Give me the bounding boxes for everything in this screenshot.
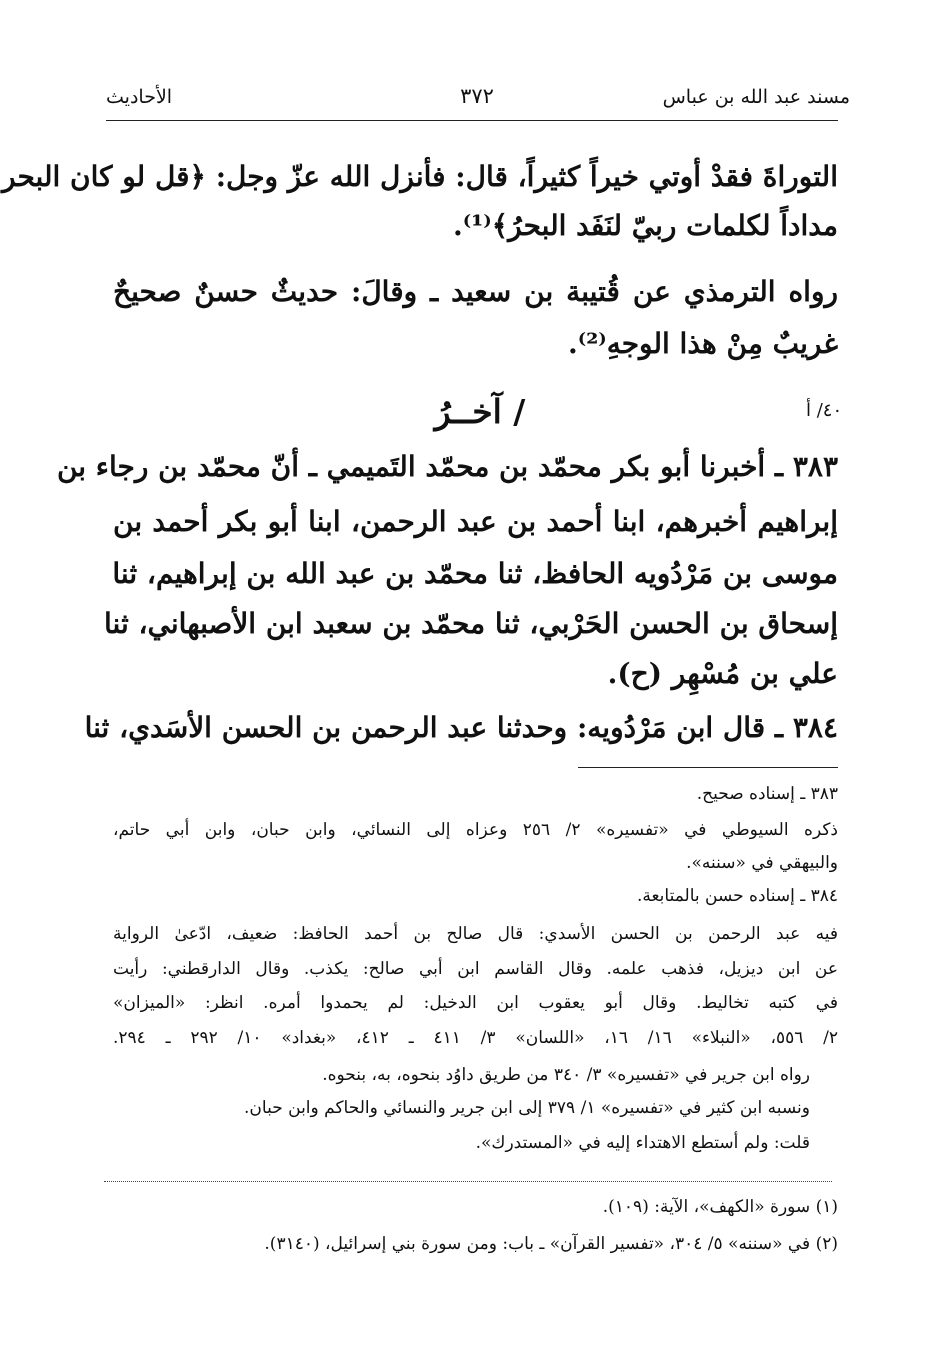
footnote-line: ٣٨٤ ـ إسناده حسن بالمتابعة. <box>636 886 838 906</box>
footnote-note: (٢) في «سننه» ٥/ ٣٠٤، «تفسير القرآن» ـ باب: ومن سورة بني إسرائيل، (٣١٤٠). <box>264 1234 838 1254</box>
hadith-line: إسحاق بن الحسن الحَرْبي، ثنا محمّد بن سعبد ابن الأصبهاني، ثنا <box>103 607 838 640</box>
footnote-rule <box>578 767 838 768</box>
footnote-line: ذكره السيوطي في «تفسيره» ٢/ ٢٥٦ وعزاه إلى النسائي، وابن حبان، وابن أبي حاتم، <box>113 820 838 840</box>
section-title: / آخــرُ <box>434 392 526 431</box>
hadith-line: ٣٨٣ ـ أخبرنا أبو بكر محمّد بن محمّد التَميمي ـ أنّ محمّد بن رجاء بن <box>56 450 838 483</box>
body-line: غريبٌ مِنْ هذا الوجهِ⁽²⁾. <box>568 327 838 360</box>
footnote-note: (١) سورة «الكهف»، الآية: (١٠٩). <box>602 1197 838 1217</box>
page-number: ٣٧٢ <box>460 84 494 108</box>
book-title: مسند عبد الله بن عباس <box>662 86 850 108</box>
hadith-line: علي بن مُسْهِر (ح). <box>607 657 838 690</box>
footnote-line: عن ابن ديزيل، فذهب علمه. وقال القاسم ابن أبي صالح: يكذب. وقال الدارقطني: رأيت <box>113 959 838 979</box>
footnote-divider <box>104 1181 832 1182</box>
hadith-line: موسى بن مَرْدُويه الحافظ، ثنا محمّد بن عبد الله بن إبراهيم، ثنا <box>112 557 838 590</box>
hadith-line: ٣٨٤ ـ قال ابن مَرْدُويه: وحدثنا عبد الرحمن بن الحسن الأسَدي، ثنا <box>84 711 838 744</box>
footnote-line: فيه عبد الرحمن بن الحسن الأسدي: قال صالح بن أحمد الحافظ: ضعيف، ادّعىٰ الرواية <box>113 924 838 944</box>
footnote-line: رواه ابن جرير في «تفسيره» ٣/ ٣٤٠ من طريق داوُد بنحوه، به، بنحوه. <box>322 1065 810 1085</box>
margin-note: ٤٠/ أ <box>806 400 843 421</box>
body-line: مداداً لكلمات ربيّ لنَفَد البحرُ﴾⁽¹⁾. <box>453 209 838 242</box>
header-rule <box>106 120 838 121</box>
hadith-line: إبراهيم أخبرهم، ابنا أحمد بن عبد الرحمن، ابنا أبو بكر أحمد بن <box>113 505 838 538</box>
footnote-line: والبيهقي في «سننه». <box>686 853 838 873</box>
body-line: التوراةَ فقدْ أوتي خيراً كثيراً، قال: فأنزل الله عزّ وجل: ﴿قل لو كان البحر <box>2 160 838 193</box>
section-name: الأحاديث <box>106 86 173 108</box>
body-line: رواه الترمذي عن قُتيبة بن سعيد ـ وقالَ: حديثٌ حسنٌ صحيحٌ <box>113 275 838 308</box>
footnote-line: ونسبه ابن كثير في «تفسيره» ١/ ٣٧٩ إلى ابن جرير والنسائي والحاكم وابن حبان. <box>244 1098 810 1118</box>
footnote-line: ٢/ ٥٥٦، «النبلاء» ١٦/ ١٦، «اللسان» ٣/ ٤١١ ـ ٤١٢، «بغداد» ١٠/ ٢٩٢ ـ ٢٩٤. <box>113 1028 839 1048</box>
footnote-line: قلت: ولم أستطع الاهتداء إليه في «المستدرك». <box>475 1133 810 1153</box>
footnote-line: ٣٨٣ ـ إسناده صحيح. <box>696 784 838 804</box>
footnote-line: في كتبه تخاليط. وقال أبو يعقوب ابن الدخيل: لم يحمدوا أمره. انظر: «الميزان» <box>113 993 838 1013</box>
